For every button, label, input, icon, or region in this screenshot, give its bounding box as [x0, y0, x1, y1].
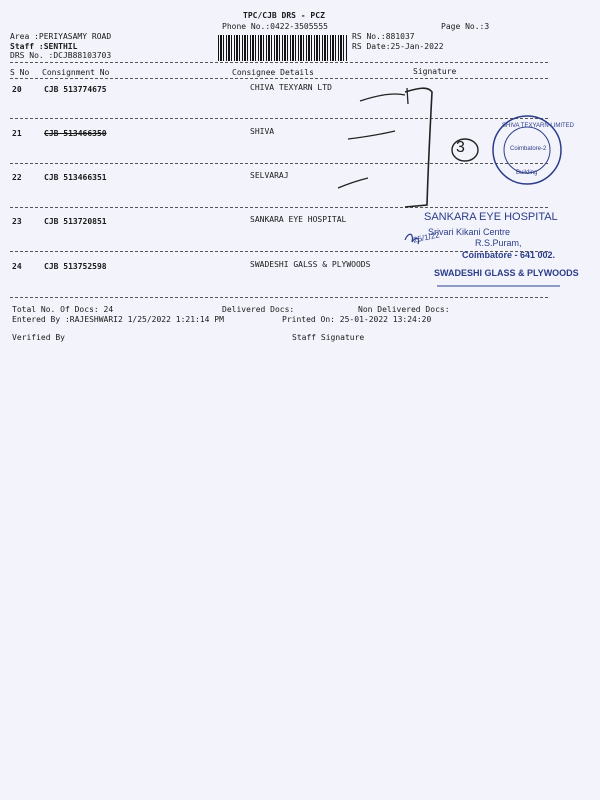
- row-sno: 20: [12, 85, 22, 94]
- row-sno: 21: [12, 129, 22, 138]
- rs-date: RS Date:25-Jan-2022: [352, 42, 444, 51]
- sankara-stamp-name: SANKARA EYE HOSPITAL: [424, 211, 558, 223]
- staff-signature: Staff Signature: [292, 333, 365, 342]
- handwritten-number: 3: [456, 139, 465, 156]
- column-consignee: Consignee Details: [232, 68, 314, 77]
- signature-stroke: [338, 178, 368, 188]
- round-stamp-text: SHIVA TEXYARN LIMITED: [502, 123, 575, 129]
- row-consignee: SANKARA EYE HOSPITAL: [250, 215, 347, 224]
- column-signature: Signature: [413, 67, 457, 76]
- signature-stroke: [360, 88, 408, 104]
- entered-by: Entered By :RAJESHWARI2 1/25/2022 1:21:14 PM: [12, 315, 224, 324]
- round-stamp-text: Building: [516, 170, 538, 176]
- staff-field: Staff :SENTHIL: [10, 42, 78, 51]
- row-sno: 22: [12, 173, 22, 182]
- delivered-docs: Delivered Docs:: [222, 305, 295, 314]
- row-sno: 23: [12, 217, 22, 226]
- round-stamp-text: Coimbatore-2: [510, 146, 547, 152]
- rs-number: RS No.:881037: [352, 32, 415, 41]
- column-consignment: Consignment No: [42, 68, 110, 77]
- drs-number: DRS No. :DCJB88103703: [10, 51, 112, 60]
- swadeshi-stamp: SWADESHI GLASS & PLYWOODS: [434, 268, 579, 278]
- row-consignment: CJB 513466350: [44, 129, 107, 138]
- printed-on: Printed On: 25-01-2022 13:24:20: [282, 315, 432, 324]
- signature-stroke: [348, 131, 395, 139]
- row-consignee: CHIVA TEXYARN LTD: [250, 83, 332, 92]
- row-consignment: CJB 513752598: [44, 262, 107, 271]
- row-consignment: CJB 513466351: [44, 173, 107, 182]
- verified-by: Verified By: [12, 333, 65, 342]
- row-sno: 24: [12, 262, 22, 271]
- bracket-stroke: [405, 88, 432, 207]
- report-title: TPC/CJB DRS - PCZ: [243, 11, 325, 20]
- phone-number: Phone No.:0422-3505555: [222, 22, 328, 31]
- row-consignee: SHIVA: [250, 127, 275, 136]
- page-number: Page No.:3: [441, 22, 490, 31]
- column-sno: S No: [10, 68, 30, 77]
- handwritten-date: 25/1/22: [412, 230, 441, 245]
- sankara-stamp-line: Coimbatore - 641 002.: [462, 250, 556, 260]
- area-field: Area :PERIYASAMY ROAD: [10, 32, 112, 41]
- non-delivered-docs: Non Delivered Docs:: [358, 305, 450, 314]
- row-consignee: SELVARAJ: [250, 171, 289, 180]
- sankara-stamp-line: R.S.Puram,: [475, 238, 522, 248]
- row-consignment: CJB 513720851: [44, 217, 107, 226]
- sankara-stamp-line: Srivari Kikani Centre: [428, 227, 511, 237]
- total-docs: Total No. Of Docs: 24: [12, 305, 114, 314]
- row-consignment: CJB 513774675: [44, 85, 107, 94]
- row-consignee: SWADESHI GALSS & PLYWOODS: [250, 260, 371, 269]
